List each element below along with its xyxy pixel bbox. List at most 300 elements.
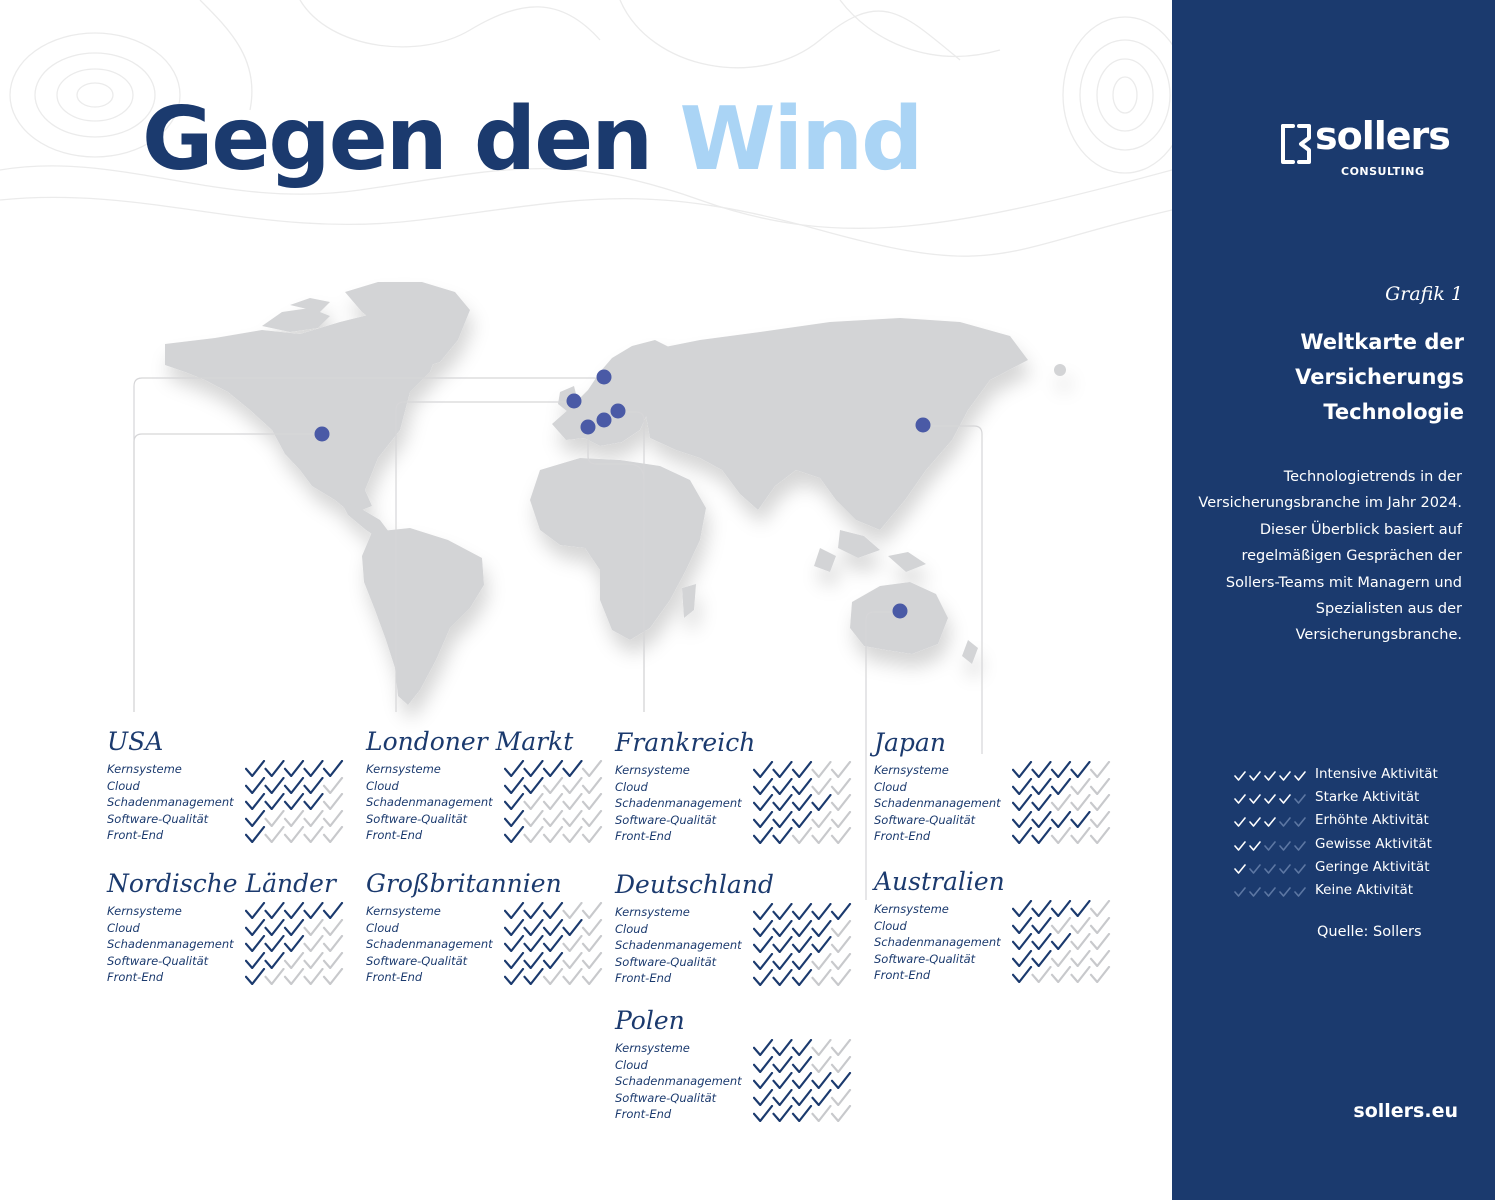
check-mark-icon [793, 1073, 811, 1088]
rating-row [107, 761, 357, 778]
check-mark-icon [1052, 762, 1070, 777]
rating-checkmarks [753, 1072, 853, 1089]
check-mark-icon [754, 1090, 772, 1105]
check-mark-icon [544, 936, 562, 951]
category-label: Kernsysteme [366, 762, 441, 776]
checkmarks-icon [245, 919, 345, 936]
check-mark-icon [1280, 795, 1290, 803]
checkmarks-icon [504, 777, 604, 794]
category-label: Cloud [615, 779, 648, 794]
checkmarks-icon [753, 1072, 853, 1089]
check-mark-icon [793, 828, 811, 843]
legend-checkmarks-icon [1234, 793, 1310, 805]
check-mark-icon [266, 920, 284, 935]
rating-row [874, 828, 1124, 845]
check-mark-icon [324, 969, 342, 984]
checkmarks-icon [504, 935, 604, 952]
check-mark-icon [774, 828, 792, 843]
check-mark-icon [266, 827, 284, 842]
rating-checkmarks [245, 810, 345, 827]
check-mark-icon [505, 969, 523, 984]
category-label: Front-End [366, 828, 423, 842]
check-mark-icon [246, 827, 264, 842]
category-label: Schadenmanagement [874, 796, 1001, 810]
region-ratings [615, 762, 865, 845]
check-mark-icon [525, 827, 543, 842]
check-mark-icon [754, 904, 772, 919]
category-label: Kernsysteme [107, 762, 182, 776]
check-mark-icon [1072, 951, 1090, 966]
check-mark-icon [1072, 779, 1090, 794]
rating-row [874, 901, 1124, 918]
check-mark-icon [544, 953, 562, 968]
title-accent: Wind [679, 88, 922, 190]
rating-row [107, 903, 357, 920]
check-mark-icon [583, 794, 601, 809]
rating-checkmarks [1012, 761, 1112, 778]
check-mark-icon [1265, 818, 1275, 826]
legend-checkmarks-icon [1234, 863, 1310, 875]
check-mark-icon [1033, 901, 1051, 916]
check-mark-icon [1052, 951, 1070, 966]
check-mark-icon [305, 920, 323, 935]
check-mark-icon [1013, 901, 1031, 916]
check-mark-icon [793, 1057, 811, 1072]
check-mark-icon [525, 920, 543, 935]
checkmarks-icon [753, 827, 853, 844]
check-mark-icon [583, 920, 601, 935]
category-label: Software-Qualität [615, 1090, 717, 1105]
category-label: Software-Qualität [107, 953, 209, 968]
category-label: Schadenmanagement [615, 938, 742, 952]
checkmarks-icon [753, 778, 853, 795]
sollers-logo-mark-icon [1279, 122, 1313, 166]
check-mark-icon [793, 812, 811, 827]
rating-checkmarks [245, 919, 345, 936]
check-mark-icon [774, 1057, 792, 1072]
check-mark-icon [305, 969, 323, 984]
marker-australia [893, 604, 908, 619]
check-mark-icon [774, 970, 792, 985]
checkmarks-icon [1012, 900, 1112, 917]
check-mark-icon [1295, 818, 1305, 826]
checkmarks-icon [245, 760, 345, 777]
check-mark-icon [266, 794, 284, 809]
check-mark-icon [754, 1073, 772, 1088]
rating-row [366, 936, 616, 953]
check-mark-icon [246, 903, 264, 918]
check-mark-icon [813, 1040, 831, 1055]
check-mark-icon [246, 936, 264, 951]
checkmarks-icon [504, 902, 604, 919]
check-mark-icon [1052, 828, 1070, 843]
check-mark-icon [1072, 967, 1090, 982]
category-label: Cloud [107, 778, 140, 793]
check-mark-icon [1295, 865, 1305, 873]
rating-checkmarks [504, 935, 604, 952]
checkmarks-icon [245, 826, 345, 843]
check-mark-icon [1091, 934, 1109, 949]
check-mark-icon [1091, 762, 1109, 777]
check-mark-icon [793, 762, 811, 777]
checkmarks-icon [1012, 811, 1112, 828]
check-mark-icon [1052, 934, 1070, 949]
checkmarks-icon [753, 1056, 853, 1073]
check-mark-icon [1235, 842, 1245, 850]
check-mark-icon [793, 904, 811, 919]
check-mark-icon [505, 827, 523, 842]
check-mark-icon [813, 970, 831, 985]
rating-row [874, 918, 1124, 935]
category-label: Schadenmanagement [107, 795, 234, 809]
check-mark-icon [774, 1090, 792, 1105]
check-mark-icon [285, 778, 303, 793]
legend-checkmarks-icon [1234, 886, 1310, 898]
checkmarks-icon [753, 1039, 853, 1056]
rating-checkmarks [753, 811, 853, 828]
checkmarks-icon [1012, 761, 1112, 778]
check-mark-icon [583, 827, 601, 842]
check-mark-icon [525, 794, 543, 809]
check-mark-icon [285, 903, 303, 918]
check-mark-icon [305, 778, 323, 793]
rating-checkmarks [245, 826, 345, 843]
rating-checkmarks [504, 777, 604, 794]
check-mark-icon [793, 1090, 811, 1105]
check-mark-icon [583, 936, 601, 951]
check-mark-icon [583, 811, 601, 826]
check-mark-icon [1250, 818, 1260, 826]
rating-checkmarks [753, 1105, 853, 1122]
check-mark-icon [285, 827, 303, 842]
rating-checkmarks [1012, 950, 1112, 967]
check-mark-icon [305, 903, 323, 918]
check-mark-icon [1033, 918, 1051, 933]
legend-label: Keine Aktivität [1315, 881, 1414, 898]
check-mark-icon [1052, 795, 1070, 810]
check-mark-icon [564, 936, 582, 951]
check-mark-icon [525, 953, 543, 968]
checkmarks-icon [753, 761, 853, 778]
check-mark-icon [813, 937, 831, 952]
checkmarks-icon [1012, 917, 1112, 934]
check-mark-icon [246, 794, 264, 809]
rating-checkmarks [753, 903, 853, 920]
legend-label: Geringe Aktivität [1315, 858, 1430, 875]
graphic-number: Grafik 1 [1385, 283, 1463, 305]
check-mark-icon [793, 1040, 811, 1055]
rating-checkmarks [1012, 966, 1112, 983]
check-mark-icon [266, 953, 284, 968]
checkmarks-icon [1012, 827, 1112, 844]
check-mark-icon [525, 936, 543, 951]
rating-checkmarks [753, 1089, 853, 1106]
rating-row [366, 794, 616, 811]
check-mark-icon [1072, 934, 1090, 949]
check-mark-icon [1052, 967, 1070, 982]
check-mark-icon [1052, 918, 1070, 933]
check-mark-icon [324, 936, 342, 951]
check-mark-icon [754, 937, 772, 952]
check-mark-icon [564, 761, 582, 776]
check-mark-icon [832, 812, 850, 827]
region-name: Londoner Markt [366, 727, 574, 756]
check-mark-icon [813, 921, 831, 936]
check-mark-icon [544, 794, 562, 809]
legend-label: Starke Aktivität [1315, 789, 1420, 806]
check-mark-icon [1013, 762, 1031, 777]
region-ratings [366, 761, 616, 844]
rating-row [615, 795, 865, 812]
rating-checkmarks [504, 793, 604, 810]
check-mark-icon [793, 921, 811, 936]
check-mark-icon [1052, 812, 1070, 827]
check-mark-icon [754, 1106, 772, 1121]
rating-row [615, 921, 865, 938]
check-mark-icon [324, 761, 342, 776]
check-mark-icon [1295, 842, 1305, 850]
check-mark-icon [285, 794, 303, 809]
check-mark-icon [1072, 901, 1090, 916]
check-mark-icon [266, 811, 284, 826]
checkmarks-icon [504, 952, 604, 969]
region-ratings [107, 761, 357, 844]
check-mark-icon [266, 936, 284, 951]
checkmarks-icon [753, 969, 853, 986]
check-mark-icon [813, 1106, 831, 1121]
rating-checkmarks [245, 952, 345, 969]
category-label: Kernsysteme [615, 763, 690, 777]
legend-label: Gewisse Aktivität [1315, 835, 1432, 852]
check-mark-icon [583, 969, 601, 984]
check-mark-icon [324, 903, 342, 918]
check-mark-icon [285, 936, 303, 951]
check-mark-icon [1013, 779, 1031, 794]
category-label: Software-Qualität [107, 811, 209, 826]
check-mark-icon [1265, 795, 1275, 803]
rating-row [366, 969, 616, 986]
check-mark-icon [544, 827, 562, 842]
checkmarks-icon [245, 793, 345, 810]
check-mark-icon [832, 1090, 850, 1105]
check-mark-icon [505, 953, 523, 968]
check-mark-icon [246, 778, 264, 793]
region-name: Australien [874, 867, 1005, 896]
rating-row [366, 827, 616, 844]
rating-checkmarks [245, 777, 345, 794]
new-zealand [962, 640, 978, 664]
check-mark-icon [1033, 795, 1051, 810]
region-name: USA [107, 727, 164, 756]
check-mark-icon [813, 795, 831, 810]
rating-row [107, 936, 357, 953]
marker-nordics [597, 370, 612, 385]
category-label: Kernsysteme [615, 905, 690, 919]
check-mark-icon [583, 953, 601, 968]
check-mark-icon [832, 795, 850, 810]
check-mark-icon [1250, 795, 1260, 803]
check-mark-icon [832, 970, 850, 985]
check-mark-icon [832, 954, 850, 969]
check-mark-icon [1250, 865, 1260, 873]
rating-row [615, 1057, 865, 1074]
check-mark-icon [1013, 934, 1031, 949]
check-mark-icon [832, 762, 850, 777]
south-america [362, 528, 484, 705]
rating-row [107, 953, 357, 970]
check-mark-icon [1091, 779, 1109, 794]
checkmarks-icon [245, 902, 345, 919]
category-label: Front-End [874, 968, 931, 982]
check-mark-icon [305, 761, 323, 776]
rating-row [874, 795, 1124, 812]
website-link[interactable]: sollers.eu [1353, 1100, 1458, 1122]
check-mark-icon [1250, 772, 1260, 780]
check-mark-icon [324, 827, 342, 842]
check-mark-icon [305, 827, 323, 842]
check-mark-icon [754, 1057, 772, 1072]
check-mark-icon [564, 794, 582, 809]
category-label: Cloud [874, 918, 907, 933]
check-mark-icon [1265, 865, 1275, 873]
category-label: Cloud [366, 920, 399, 935]
check-mark-icon [1052, 779, 1070, 794]
rating-checkmarks [504, 902, 604, 919]
check-mark-icon [774, 904, 792, 919]
check-mark-icon [1235, 865, 1245, 873]
check-mark-icon [793, 970, 811, 985]
check-mark-icon [774, 795, 792, 810]
arctic-islands [262, 298, 330, 332]
check-mark-icon [754, 921, 772, 936]
check-mark-icon [246, 953, 264, 968]
category-label: Schadenmanagement [615, 1074, 742, 1088]
rating-checkmarks [753, 827, 853, 844]
check-mark-icon [832, 937, 850, 952]
check-mark-icon [564, 778, 582, 793]
check-mark-icon [544, 903, 562, 918]
check-mark-icon [1013, 812, 1031, 827]
check-mark-icon [1033, 934, 1051, 949]
check-mark-icon [1280, 772, 1290, 780]
check-mark-icon [564, 969, 582, 984]
check-mark-icon [1033, 779, 1051, 794]
region-ratings [366, 903, 616, 986]
category-label: Kernsysteme [874, 902, 949, 916]
check-mark-icon [1280, 888, 1290, 896]
check-mark-icon [505, 794, 523, 809]
rating-checkmarks [504, 952, 604, 969]
check-mark-icon [793, 1106, 811, 1121]
checkmarks-icon [753, 1089, 853, 1106]
check-mark-icon [525, 903, 543, 918]
check-mark-icon [1235, 888, 1245, 896]
check-mark-icon [1235, 818, 1245, 826]
check-mark-icon [564, 920, 582, 935]
category-label: Cloud [874, 779, 907, 794]
category-label: Front-End [615, 1107, 672, 1121]
category-label: Front-End [874, 829, 931, 843]
rating-row [874, 934, 1124, 951]
check-mark-icon [1013, 918, 1031, 933]
check-mark-icon [1265, 888, 1275, 896]
rating-checkmarks [1012, 778, 1112, 795]
check-mark-icon [1250, 842, 1260, 850]
marker-poland [611, 404, 626, 419]
rating-row [366, 920, 616, 937]
rating-checkmarks [1012, 794, 1112, 811]
check-mark-icon [285, 761, 303, 776]
category-label: Software-Qualität [366, 811, 468, 826]
check-mark-icon [324, 794, 342, 809]
check-mark-icon [1013, 795, 1031, 810]
check-mark-icon [832, 1057, 850, 1072]
category-label: Software-Qualität [615, 954, 717, 969]
check-mark-icon [754, 812, 772, 827]
continents [165, 282, 1066, 705]
rating-checkmarks [1012, 827, 1112, 844]
check-mark-icon [246, 920, 264, 935]
region-ratings [615, 904, 865, 987]
category-label: Schadenmanagement [366, 937, 493, 951]
check-mark-icon [832, 921, 850, 936]
check-mark-icon [1091, 812, 1109, 827]
category-label: Kernsysteme [107, 904, 182, 918]
rating-row [874, 812, 1124, 829]
check-mark-icon [505, 920, 523, 935]
rating-checkmarks [245, 760, 345, 777]
check-mark-icon [583, 778, 601, 793]
category-label: Software-Qualität [874, 951, 976, 966]
check-mark-icon [832, 904, 850, 919]
checkmarks-icon [245, 952, 345, 969]
checkmarks-icon [245, 810, 345, 827]
check-mark-icon [1033, 812, 1051, 827]
check-mark-icon [1072, 812, 1090, 827]
checkmarks-icon [504, 810, 604, 827]
check-mark-icon [1235, 795, 1245, 803]
check-mark-icon [1033, 762, 1051, 777]
check-mark-icon [505, 778, 523, 793]
check-mark-icon [813, 1090, 831, 1105]
check-mark-icon [1295, 888, 1305, 896]
check-mark-icon [305, 811, 323, 826]
category-label: Cloud [107, 920, 140, 935]
rating-row [874, 951, 1124, 968]
check-mark-icon [813, 828, 831, 843]
category-label: Software-Qualität [615, 812, 717, 827]
rating-checkmarks [504, 919, 604, 936]
category-label: Front-End [615, 829, 672, 843]
check-mark-icon [813, 954, 831, 969]
check-mark-icon [813, 812, 831, 827]
rating-row [107, 794, 357, 811]
rating-checkmarks [1012, 933, 1112, 950]
check-mark-icon [793, 795, 811, 810]
rating-checkmarks [753, 1039, 853, 1056]
check-mark-icon [266, 969, 284, 984]
check-mark-icon [813, 904, 831, 919]
check-mark-icon [1280, 865, 1290, 873]
rating-checkmarks [753, 778, 853, 795]
check-mark-icon [1072, 828, 1090, 843]
category-label: Cloud [615, 921, 648, 936]
check-mark-icon [544, 778, 562, 793]
marker-uk [567, 394, 582, 409]
check-mark-icon [324, 778, 342, 793]
checkmarks-icon [753, 1105, 853, 1122]
checkmarks-icon [1012, 794, 1112, 811]
